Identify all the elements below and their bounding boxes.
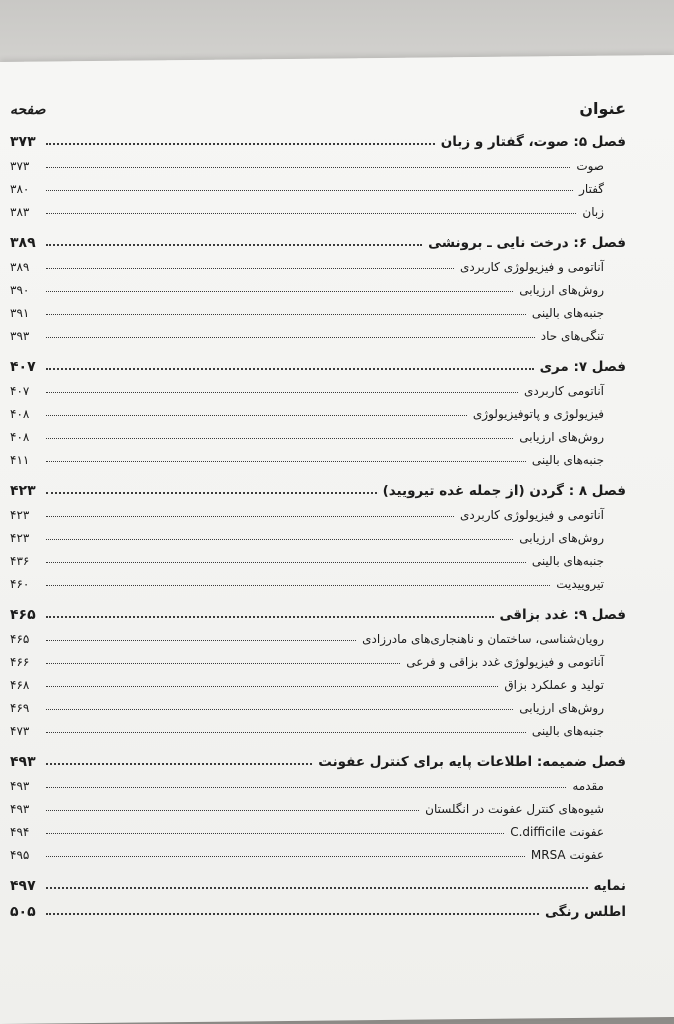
dot-leader <box>46 368 534 370</box>
toc-entry-row <box>10 499 626 522</box>
chapter-list <box>10 124 626 862</box>
toc-entry-row-label: جنبه‌های بالینی <box>531 453 604 467</box>
chapter-title-row-page-number: ۳۸۹ <box>10 235 36 251</box>
dot-leader <box>46 244 422 246</box>
toc-entry-row-label: آناتومی و فیزیولوژی کاربردی <box>460 260 604 274</box>
toc-entry-row <box>10 196 626 219</box>
toc-entry-row-label: زبان <box>582 205 604 219</box>
toc-entry-row-label: روش‌های ارزیابی <box>519 430 604 444</box>
toc-entry-row-label: جنبه‌های بالینی <box>531 724 604 738</box>
dot-leader <box>46 709 513 710</box>
toc-entry-row <box>10 793 626 816</box>
chapter-title-row <box>10 744 626 770</box>
dot-leader <box>46 810 419 811</box>
dot-leader <box>46 562 526 563</box>
toc-entry-row-page-number: ۳۷۳ <box>10 159 30 173</box>
toc-entry-row-label: آناتومی و فیزیولوژی غدد بزاقی و فرعی <box>406 655 604 669</box>
dot-leader <box>46 492 377 494</box>
table-of-contents <box>10 92 626 920</box>
toc-entry-row-label: رویان‌شناسی، ساختمان و ناهنجاری‌های مادرزادی <box>362 632 604 646</box>
chapter-title-row-label: فصل ۵: صوت، گفتار و زبان <box>440 134 626 150</box>
toc-entry-row <box>10 173 626 196</box>
chapter-title-row-page-number: ۴۰۷ <box>10 359 36 375</box>
toc-entry-row-page-number: ۳۸۳ <box>10 205 30 219</box>
dot-leader <box>46 763 312 765</box>
chapter-title-row-label: فصل ۶: درخت نایی ـ برونشی <box>428 235 626 251</box>
toc-entry-row-label: مقدمه <box>572 779 604 793</box>
toc-entry-row <box>10 274 626 297</box>
toc-entry-row <box>10 444 626 467</box>
dot-leader <box>46 663 400 664</box>
toc-entry-row-label: تولید و عملکرد بزاق <box>504 678 604 692</box>
toc-entry-row <box>10 715 626 738</box>
dot-leader <box>46 291 513 292</box>
toc-entry-row <box>10 251 626 274</box>
chapter-block <box>10 597 626 738</box>
extra-entry-row-label: اطلس رنگی <box>545 904 626 920</box>
extra-entry-row-page-number: ۴۹۷ <box>10 878 36 894</box>
chapter-title-row <box>10 225 626 251</box>
dot-leader <box>46 167 570 168</box>
chapter-title-row <box>10 124 626 150</box>
column-page-label: صفحه <box>10 102 46 118</box>
dot-leader <box>46 640 356 641</box>
dot-leader <box>46 516 454 517</box>
toc-entry-row <box>10 545 626 568</box>
toc-entry-row <box>10 421 626 444</box>
chapter-title-row-label: فصل ۹: غدد بزاقی <box>499 607 626 623</box>
extra-entry-row-page-number: ۵۰۵ <box>10 904 36 920</box>
toc-entry-row <box>10 398 626 421</box>
dot-leader <box>46 190 573 191</box>
dot-leader <box>46 461 526 462</box>
extra-entry-row <box>10 868 626 894</box>
extra-entry-row <box>10 894 626 920</box>
chapter-title-row <box>10 473 626 499</box>
toc-entry-row-page-number: ۳۹۰ <box>10 283 30 297</box>
toc-entry-row-page-number: ۳۸۰ <box>10 182 30 196</box>
toc-entry-row-label: گفتار <box>579 182 604 196</box>
chapter-title-row <box>10 349 626 375</box>
toc-entry-row <box>10 770 626 793</box>
extras-list <box>10 868 626 920</box>
toc-entry-row <box>10 320 626 343</box>
toc-entry-row-page-number: ۴۰۸ <box>10 430 30 444</box>
extra-entry-row-label: نمایه <box>593 878 626 894</box>
dot-leader <box>46 415 467 416</box>
toc-entry-row-label: جنبه‌های بالینی <box>531 306 604 320</box>
toc-entry-row-page-number: ۴۳۶ <box>10 554 30 568</box>
toc-entry-row <box>10 150 626 173</box>
toc-entry-row-page-number: ۴۹۴ <box>10 825 30 839</box>
toc-entry-row-page-number: ۴۰۸ <box>10 407 30 421</box>
toc-entry-row-label: عفونت MRSA <box>530 848 604 862</box>
toc-entry-row <box>10 692 626 715</box>
dot-leader <box>46 268 454 269</box>
toc-entry-row-page-number: ۳۸۹ <box>10 260 30 274</box>
toc-entry-row <box>10 816 626 839</box>
dot-leader <box>46 887 588 889</box>
toc-entry-row-page-number: ۴۶۰ <box>10 577 30 591</box>
dot-leader <box>46 616 494 618</box>
chapter-block <box>10 744 626 862</box>
chapter-title-row-label: فصل ضمیمه: اطلاعات پایه برای کنترل عفونت <box>318 754 626 770</box>
toc-entry-row-label: تیروییدیت <box>556 577 604 591</box>
toc-entry-row-page-number: ۴۲۳ <box>10 508 30 522</box>
dot-leader <box>46 314 526 315</box>
dot-leader <box>46 337 535 338</box>
dot-leader <box>46 686 498 687</box>
dot-leader <box>46 585 550 586</box>
chapter-title-row-page-number: ۳۷۳ <box>10 134 36 150</box>
toc-entry-row-label: شیوه‌های کنترل عفونت در انگلستان <box>425 802 604 816</box>
toc-entry-row-page-number: ۳۹۳ <box>10 329 30 343</box>
toc-entry-row-page-number: ۴۲۳ <box>10 531 30 545</box>
dot-leader <box>46 213 576 214</box>
toc-entry-row-label: روش‌های ارزیابی <box>519 283 604 297</box>
toc-entry-row-page-number: ۴۱۱ <box>10 453 30 467</box>
toc-entry-row-page-number: ۴۹۳ <box>10 802 30 816</box>
chapter-title-row-page-number: ۴۶۵ <box>10 607 36 623</box>
chapter-title-row-label: فصل ۷: مری <box>539 359 626 375</box>
chapter-title-row <box>10 597 626 623</box>
dot-leader <box>46 143 435 145</box>
toc-entry-row-label: صوت <box>576 159 604 173</box>
toc-header <box>10 92 626 118</box>
toc-entry-row-page-number: ۴۶۹ <box>10 701 30 715</box>
toc-entry-row-label: روش‌های ارزیابی <box>519 701 604 715</box>
dot-leader <box>46 787 566 788</box>
toc-entry-row-label: آناتومی کاربردی <box>524 384 604 398</box>
chapter-block <box>10 225 626 343</box>
column-title: عنوان <box>579 99 626 118</box>
toc-entry-row-page-number: ۳۹۱ <box>10 306 30 320</box>
toc-entry-row <box>10 568 626 591</box>
toc-entry-row <box>10 297 626 320</box>
toc-entry-row <box>10 646 626 669</box>
toc-entry-row <box>10 669 626 692</box>
dot-leader <box>46 833 504 834</box>
toc-entry-row-label: عفونت C.difficile <box>510 825 604 839</box>
toc-entry-row <box>10 522 626 545</box>
toc-entry-row-page-number: ۴۰۷ <box>10 384 30 398</box>
toc-entry-row-page-number: ۴۶۵ <box>10 632 30 646</box>
toc-entry-row-page-number: ۴۶۸ <box>10 678 30 692</box>
dot-leader <box>46 392 518 393</box>
chapter-title-row-page-number: ۴۹۳ <box>10 754 36 770</box>
toc-entry-row-page-number: ۴۶۶ <box>10 655 30 669</box>
dot-leader <box>46 539 513 540</box>
chapter-title-row-page-number: ۴۲۳ <box>10 483 36 499</box>
toc-entry-row-label: آناتومی و فیزیولوژی کاربردی <box>460 508 604 522</box>
toc-entry-row-label: فیزیولوژی و پاتوفیزیولوژی <box>472 407 604 421</box>
toc-entry-row-page-number: ۴۹۳ <box>10 779 30 793</box>
chapter-title-row-label: فصل ۸ : گردن (از جمله غده تیرویید) <box>382 483 626 499</box>
toc-entry-row-label: جنبه‌های بالینی <box>531 554 604 568</box>
toc-entry-row <box>10 623 626 646</box>
toc-entry-row-page-number: ۴۷۳ <box>10 724 30 738</box>
toc-entry-row-label: تنگی‌های حاد <box>540 329 604 343</box>
chapter-block <box>10 124 626 219</box>
toc-entry-row-label: روش‌های ارزیابی <box>519 531 604 545</box>
chapter-block <box>10 473 626 591</box>
dot-leader <box>46 438 513 439</box>
dot-leader <box>46 913 539 915</box>
toc-entry-row-page-number: ۴۹۵ <box>10 848 30 862</box>
chapter-block <box>10 349 626 467</box>
toc-entry-row <box>10 839 626 862</box>
toc-entry-row <box>10 375 626 398</box>
dot-leader <box>46 856 525 857</box>
dot-leader <box>46 732 526 733</box>
